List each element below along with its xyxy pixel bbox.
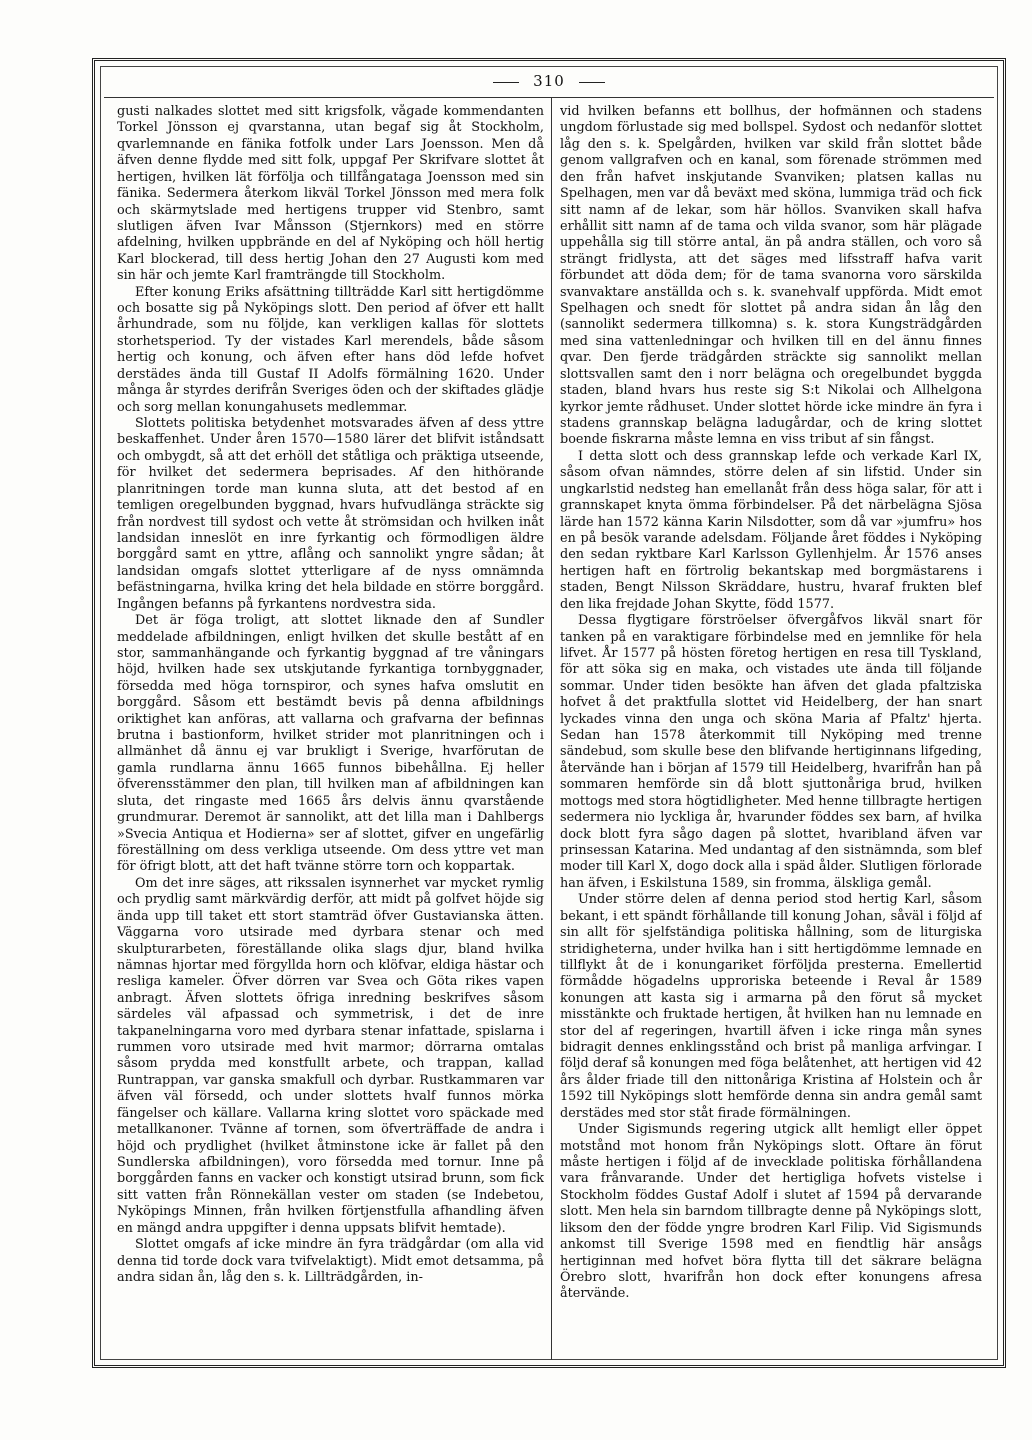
header-dash-right bbox=[579, 82, 605, 83]
paragraph: vid hvilken befanns ett bollhus, der hofmännen och stadens ungdom förlustade sig med bollspel. Sydost och nedanför slottet låg den s. k. Spelgården, hvilken var skild från slottet både genom vallgrafven och en kanal, som förenade strömmen med den från hafvet inskjutande Svanviken; platsen kallas nu Spelhagen, men var då beväxt med sköna, lummiga träd och fick sitt namn af de lekar, som här höllos. Svanviken skall hafva erhållit sitt namn af de tama och vilda svanor, som här plägade uppehålla sig till större antal, än på andra ställen, och voro så strängt fridlysta, att det säges med lifsstraff hafva varit förbundet att döda dem; för de tama svanorna voro särskilda svanvaktare anställda och s. k. svanehvalf uppförda. Midt emot Spelhagen och snedt för slottet på andra sidan ån låg den (sannolikt sedermera tillkomna) s. k. stora Kungsträdgården med sina vattenledningar och hvilken till en del ännu finnes qvar. Den fjerde trädgården sträckte sig sannolikt mellan slottsvallen samt den i norr belägna och oregelbundet byggda staden, bland hvars hus reste sig S:t Nikolai och Allhelgona kyrkor jemte rådhuset. Under slottet hörde icke mindre än fyra i stadens grannskap belägna ladugårdar, och de kring slottet boende fiskrarna måste lemna en viss tribut af sin fångst. bbox=[560, 104, 982, 448]
paragraph: Under större delen af denna period stod hertig Karl, såsom bekant, i ett spändt förhållande till konung Johan, såväl i följd af sin allt för sjelfständiga politiska hållning, som de liturgiska stridigheterna, under hvilka han i sitt hertigdömme lemnade en tillflykt åt de i konungariket förföljda presterna. Emellertid förmådde högadelns upproriska beteende i Reval år 1589 konungen att kasta sig i armarna på den förut så mycket misstänkte och fruktade hertigen, åt hvilken han nu lemnade en stor del af regeringen, hvartill äfven i icke ringa mån synes bidragit dennes enklingsstånd och brist på manliga arfvingar. I följd deraf så konungen med föga belåtenhet, att hertigen vid 42 års ålder friade till den nittonåriga Kristina af Holstein och år 1592 till Nyköpings slott hemförde denna sin andra gemål samt derstädes med stor ståt firade förmälningen. bbox=[560, 892, 982, 1121]
paragraph: Om det inre säges, att rikssalen isynnerhet var mycket rymlig och prydlig samt märkvärdig derför, att midt på golfvet höjde sig ända upp till taket ett stort stamträd öfver Gustavianska ätten. Väggarna voro utsirade med dyrbara stenar och med skulpturarbeten, föreställande olika slags djur, bland hvilka nämnas hjortar med förgyllda horn och klöfvar, eldiga hästar och resliga kameler. Öfver dörren var Svea och Göta rikes vapen anbragt. Äfven slottets öfriga inredning beskrifves såsom särdeles väl afpassad och symmetrisk, i det de inre takpanelningarna voro med dyrbara stenar infattade, spislarna i rummen voro utsirade med hvit marmor; dörrarna omtalas såsom prydda med konstfullt arbete, och trappan, kallad Runtrappan, var ganska smakfull och dyrbar. Rustkammaren var äfven väl försedd, och under slottets hvalf funnos mörka fängelser och källare. Vallarna kring slottet voro späckade med metallkanoner. Tvänne af tornen, som öfverträffade de andra i höjd och prydlighet (hvilket åtminstone icke är fallet på den Sundlerska afbildningen), voro försedda med tornur. Inne på borggården fanns en vacker och konstigt utsirad brunn, som fick sitt vatten från Rönnekällan vester om staden (se Indebetou, Nyköpings Minnen, från hvilken förtjenstfulla afhandling äfven en mängd andra uppgifter i denna uppsats blifvit hemtade). bbox=[117, 875, 544, 1236]
header-dash-left bbox=[493, 82, 519, 83]
page-header bbox=[100, 72, 998, 94]
paragraph: Slottets politiska betydenhet motsvarades äfven af dess yttre beskaffenhet. Under åren 1570—1580 lärer det blifvit iståndsatt och ombygdt, så att det erhöll det ståtliga och präktiga utseende, för hvilket det sedermera beprisades. Af den hithörande planritningen torde man kunna sluta, att det bestod af en temligen oregelbunden byggnad, hvars hufvudlänga sträckte sig från nordvest till sydost och vette åt strömsidan och hvilken inåt landsidan inneslöt en inre fyrkantig och förmodligen äldre borggård samt en yttre, aflång och sannolikt yngre sådan; åt landsidan omgafs slottet ytterligare af de nyss omnämnda befästningarna, hvilka kring det hela bildade en större borggård. Ingången befanns på fyrkantens nordvestra sida. bbox=[117, 416, 544, 612]
paragraph: I detta slott och dess grannskap lefde och verkade Karl IX, såsom ofvan nämndes, större delen af sin lifstid. Under sin ungkarlstid nedsteg han emellanåt från dess höga salar, för att i grannskapet knyta ömma förbindelser. På det närbelägna Sjösa lärde han 1572 känna Karin Nilsdotter, som då var »jumfru» hos en på besök varande adelsdam. Följande året föddes i Nyköping den sedan ryktbare Karl Karlsson Gyllenhjelm. År 1576 anses hertigen haft en förtrolig bekantskap med borgmästarens i staden, Bengt Nilsson Skräddare, hustru, hvaraf frukten blef den lika frejdade Johan Skytte, född 1577. bbox=[560, 448, 982, 612]
paragraph: Det är föga troligt, att slottet liknade den af Sundler meddelade afbildningen, enligt hvilken det skulle bestått af en stor, sammanhängande och fyrkantig byggnad af tre våningars höjd, hvilken hade sex utskjutande fyrkantiga tornbyggnader, försedda med höga tornspiror, och synes hafva omslutit en borggård. Såsom ett bestämdt bevis på denna afbildnings oriktighet kan anföras, att vallarna och grafvarna der befinnas brutna i bastionform, hvilket strider mot planritningen och i allmänhet då ännu ej var brukligt i Sverige, hvarförutan de gamla rundlarna ännu 1665 funnos bibehållna. Ej heller öfverensstämmer den plan, till hvilken man af afbildningen kan sluta, det ringaste med 1665 års delvis ännu qvarstående grundmurar. Deremot är sannolikt, att det lilla man i Dahlbergs »Svecia Antiqua et Hodierna» ser af slottet, gifver en ungefärlig föreställning om dess verkliga utseende. Om dess yttre vet man för öfrigt blott, att det haft tvänne större torn och koppartak. bbox=[117, 613, 544, 875]
header-rule bbox=[104, 97, 994, 98]
paragraph: Slottet omgafs af icke mindre än fyra trädgårdar (om alla vid denna tid torde dock vara tvifvelaktigt). Midt emot detsamma, på andra sidan ån, låg den s. k. Lillträdgården, in- bbox=[117, 1237, 544, 1285]
right-column bbox=[560, 104, 982, 1354]
paragraph: Efter konung Eriks afsättning tillträdde Karl sitt hertigdömme och bosatte sig på Nyköpings slott. Den period af öfver ett hallt århundrade, som nu följde, kan verkligen kallas för slottets storhetsperiod. Ty der vistades Karl merendels, både såsom hertig och konung, och äfven efter hans död lefde hofvet derstädes ända till Gustaf II Adolfs förmälning 1620. Under många år styrdes derifrån Sveriges öden och der skiftades glädje och sorg mellan konungahusets medlemmar. bbox=[117, 284, 544, 415]
paragraph: Under Sigismunds regering utgick allt hemligt eller öppet motstånd mot honom från Nyköpings slott. Oftare än förut måste hertigen i följd af de invecklade politiska förhållandena vara frånvarande. Under det hertigliga hofvets vistelse i Stockholm föddes Gustaf Adolf i slutet af 1594 på dervarande slott. Men hela sin barndom tillbragte denne på Nyköpings slott, liksom den der födde yngre brodren Karl Filip. Vid Sigismunds ankomst till Sverige 1598 med en fiendtlig här ansågs hertiginnan med hofvet böra flytta till det säkrare belägna Örebro slott, hvarifrån hon dock efter konungens afresa återvände. bbox=[560, 1122, 982, 1302]
left-column bbox=[117, 104, 544, 1354]
paragraph: gusti nalkades slottet med sitt krigsfolk, vågade kommendanten Torkel Jönsson ej qvarstanna, utan begaf sig åt Stockholm, qvarlemnande en fänika fotfolk under Lars Joensson. Men då äfven denne flydde med sitt folk, uppgaf Per Skrifvare slottet åt hertigen, hvilken lät förfölja och tillfångataga Joensson med sin fänika. Sedermera återkom likväl Torkel Jönsson med mera folk och skärmytslade med hertigens trupper vid Stenbro, samt slutligen äfven Ivar Månsson (Stjernkors) med en större afdelning, hvilken uppbrände en del af Nyköping och höll hertig Karl blockerad, till dess hertig Johan den 27 Augusti kom med sin här och jemte Karl framträngde till Stockholm. bbox=[117, 104, 544, 284]
column-divider bbox=[551, 98, 552, 1360]
paragraph: Dessa flygtigare förströelser öfvergåfvos likväl snart för tanken på en varaktigare förbindelse med en jemnlike för hela lifvet. År 1577 på hösten företog hertigen en resa till Tyskland, för att söka sig en maka, och vistades ute ända till följande sommar. Under tiden besökte han äfven det glada pfaltziska hofvet å det praktfulla slottet vid Heidelberg, der han snart lyckades vinna den unga och sköna Maria af Pfaltz' hjerta. Sedan han 1578 återkommit till Nyköping med trenne sändebud, som skulle bese den blifvande hertiginnans lifgeding, återvände han i början af 1579 till Heidelberg, hvarifrån han på sommaren hemförde sin då blott sjuttonåriga brud, hvilken mottogs med stora högtidligheter. Med henne tillbragte hertigen sedermera nio lyckliga år, hvarunder föddes sex barn, af hvilka dock blott fyra sågo dagen på slottet, hvaribland äfven var prinsessan Katarina. Med undantag af den sistnämnda, som blef moder till Karl X, dogo dock alla i späd ålder. Slutligen förlorade han äfven, i Eskilstuna 1589, sin fromma, älskliga gemål. bbox=[560, 613, 982, 891]
page-number: 310 bbox=[533, 72, 565, 90]
